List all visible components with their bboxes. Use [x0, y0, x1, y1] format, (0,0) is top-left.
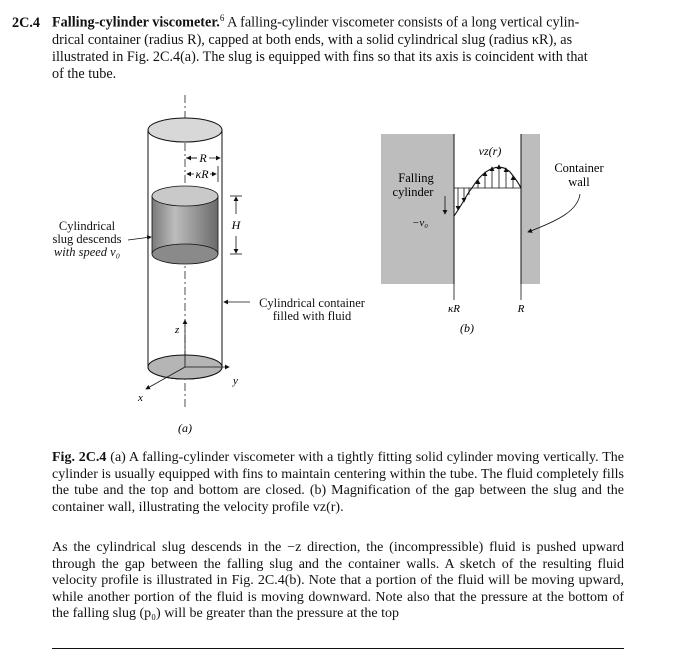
problem-line-1: A falling-cylinder viscometer consists of a long vertical cylin- — [227, 14, 580, 31]
axis-z: z — [175, 324, 180, 336]
slug-top — [152, 186, 218, 206]
container-label: Cylindrical container filled with fluid — [259, 296, 365, 323]
problem-line-4: of the tube. — [52, 65, 117, 82]
falling-label-2: cylinder — [392, 185, 434, 199]
label-kR: κR — [195, 167, 209, 181]
container-wall-block — [521, 134, 540, 284]
caption-head: Fig. 2C.4 — [52, 450, 107, 465]
container-top-cap — [148, 118, 222, 142]
profile-label: vz(r) — [478, 144, 502, 158]
figure-a — [128, 95, 250, 435]
caption-tag-b: (b) — [460, 321, 474, 335]
axis-y: y — [233, 375, 238, 387]
problem-line-2: drical container (radius R), capped at both ends, with a solid cylindrical slug (radius κR), as — [52, 31, 573, 48]
bottom-rule — [52, 648, 624, 649]
kR-label: κR — [448, 303, 460, 315]
R-label: R — [517, 303, 525, 315]
label-H: H — [231, 218, 241, 232]
problem-line-3: illustrated in Fig. 2C.4(a). The slug is equipped with fins so that its axis is coincident with that — [52, 48, 588, 65]
caption-tag-a: (a) — [178, 421, 192, 435]
slug-label: Cylindrical slug descends with speed v₀ — [52, 219, 122, 259]
falling-label-1: Falling — [398, 171, 434, 185]
body-paragraph: As the cylindrical slug descends in the −z direction, the (incompressible) fluid is pushed upward through the gap between the falling slug and the container walls. A sketch of the resulting fluid velocity profile is illustrated in Fig. 2C.4(b). Note that a portion of the fluid will be moving upward, while another portion of the fluid is moving downward. Note also that the pressure at the bottom of the falling slug (p₀) will be greater than the pressure at the top — [52, 540, 624, 622]
problem-title: Falling-cylinder viscometer. — [52, 14, 220, 31]
figure-b — [381, 134, 604, 335]
falling-cylinder-block — [381, 134, 454, 284]
wall-label-1: Container — [554, 161, 604, 175]
axis-x: x — [138, 392, 143, 404]
speed-label: −v₀ — [411, 217, 429, 229]
caption-text: (a) A falling-cylinder viscometer with a tightly fitting solid cylinder moving vertically. The cylinder is usually equipped with fins to maintain centering within the tube. The fluid completely fills the tube and the top and bottom are closed. (b) Magnification of the gap between the slug and the container wall, illustrating the velocity profile vz(r). — [52, 450, 625, 515]
footnote-marker: 6 — [219, 13, 225, 23]
wall-label-2: wall — [568, 175, 590, 189]
figure-caption — [52, 450, 624, 516]
label-R: R — [199, 151, 207, 165]
problem-number: 2C.4 — [12, 14, 40, 31]
